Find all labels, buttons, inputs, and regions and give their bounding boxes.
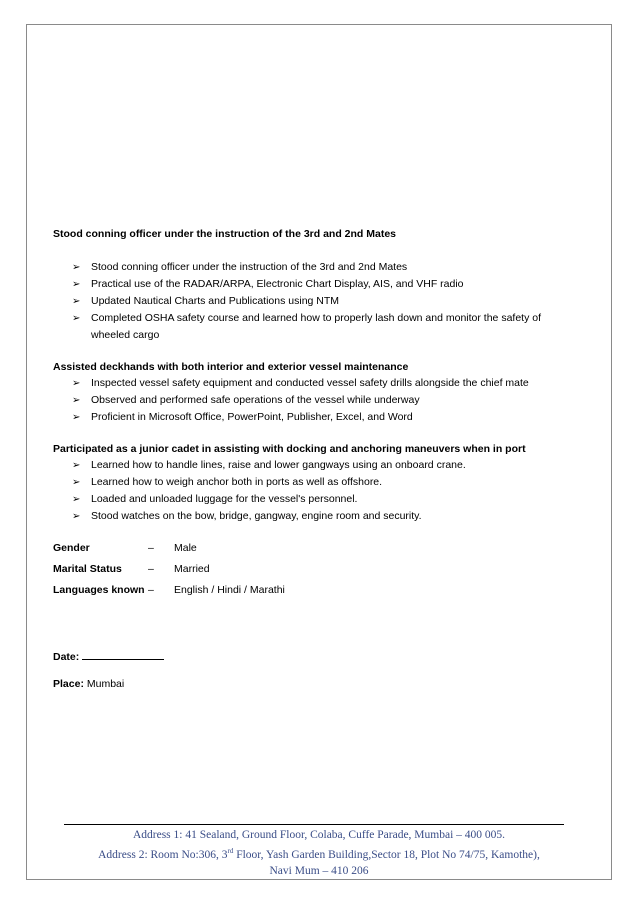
marital-status-value: Married <box>174 563 210 575</box>
date-label: Date: <box>53 651 80 663</box>
section-title-docking: Participated as a junior cadet in assisting with docking and anchoring maneuvers when in port <box>53 443 526 455</box>
marital-status-row <box>53 563 210 575</box>
arrow-bullet-icon: ➢ <box>72 279 81 290</box>
languages-label: Languages known <box>53 584 145 596</box>
bullet-list-conning <box>72 259 582 344</box>
dash: – <box>148 563 154 575</box>
list-item: ➢ Loaded and unloaded luggage for the vessel's personnel. <box>72 491 582 508</box>
address-line-1: Address 1: 41 Sealand, Ground Floor, Colaba, Cuffe Parade, Mumbai – 400 005. <box>132 829 506 841</box>
list-item: ➢ Proficient in Microsoft Office, PowerPoint, Publisher, Excel, and Word <box>72 409 582 426</box>
bullet-list-maintenance <box>72 375 582 426</box>
footer-rule <box>64 824 564 825</box>
arrow-bullet-icon: ➢ <box>72 412 81 423</box>
list-item: ➢ Learned how to handle lines, raise and lower gangways using an onboard crane. <box>72 457 582 474</box>
list-item: ➢ Practical use of the RADAR/ARPA, Electronic Chart Display, AIS, and VHF radio <box>72 276 582 293</box>
arrow-bullet-icon: ➢ <box>72 378 81 389</box>
arrow-bullet-icon: ➢ <box>72 511 81 522</box>
gender-label: Gender <box>53 542 90 554</box>
arrow-bullet-icon: ➢ <box>72 477 81 488</box>
arrow-bullet-icon: ➢ <box>72 460 81 471</box>
arrow-bullet-icon: ➢ <box>72 494 81 505</box>
marital-status-label: Marital Status <box>53 563 122 575</box>
date-line <box>53 650 164 663</box>
bullet-list-docking <box>72 457 582 525</box>
languages-row <box>53 584 285 596</box>
list-item: ➢ Inspected vessel safety equipment and conducted vessel safety drills alongside the chief mate <box>72 375 582 392</box>
list-item: ➢ Learned how to weigh anchor both in ports as well as offshore. <box>72 474 582 491</box>
address-line-3: Navi Mum – 410 206 <box>269 864 369 877</box>
arrow-bullet-icon: ➢ <box>72 313 81 324</box>
arrow-bullet-icon: ➢ <box>72 262 81 273</box>
place-line <box>53 678 124 690</box>
list-item: ➢ Observed and performed safe operations of the vessel while underway <box>72 392 582 409</box>
place-label: Place: <box>53 678 84 690</box>
list-item: ➢ Stood conning officer under the instruction of the 3rd and 2nd Mates <box>72 259 582 276</box>
list-item: ➢ Completed OSHA safety course and learned how to properly lash down and monitor the safety of wheeled cargo <box>72 312 542 341</box>
date-blank <box>82 650 164 660</box>
address-footer <box>28 827 610 879</box>
section-title-maintenance: Assisted deckhands with both interior and exterior vessel maintenance <box>53 361 409 373</box>
languages-value: English / Hindi / Marathi <box>174 584 285 596</box>
address-line-2: Address 2: Room No:306, 3rd Floor, Yash Garden Building,Sector 18, Plot No 74/75, Kamothe), <box>98 847 540 861</box>
section-title-conning: Stood conning officer under the instruction of the 3rd and 2nd Mates <box>53 228 397 240</box>
gender-value: Male <box>174 542 197 554</box>
list-item: ➢ Stood watches on the bow, bridge, gangway, engine room and security. <box>72 508 582 525</box>
dash: – <box>148 584 154 596</box>
arrow-bullet-icon: ➢ <box>72 296 81 307</box>
place-value: Mumbai <box>86 678 125 690</box>
dash: – <box>148 542 154 554</box>
arrow-bullet-icon: ➢ <box>72 395 81 406</box>
gender-row <box>53 542 197 554</box>
list-item: ➢ Updated Nautical Charts and Publications using NTM <box>72 293 582 310</box>
